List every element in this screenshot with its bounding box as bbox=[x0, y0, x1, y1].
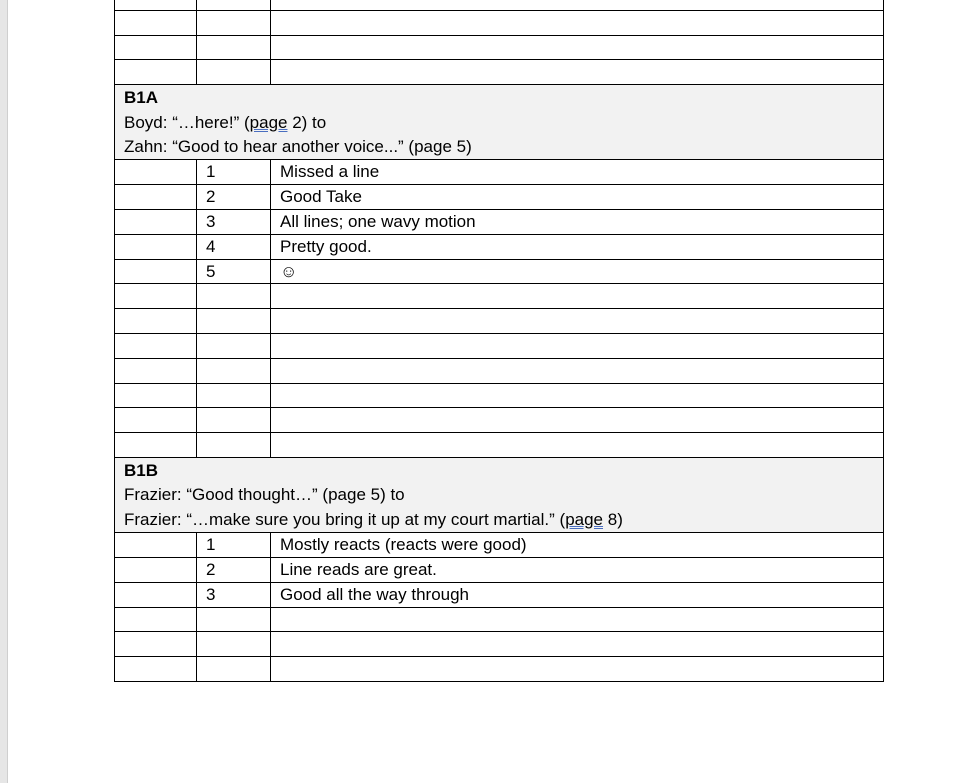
table-cell[interactable] bbox=[115, 259, 197, 284]
table-cell[interactable] bbox=[115, 433, 197, 458]
table-cell[interactable] bbox=[115, 557, 197, 582]
take-row bbox=[115, 533, 884, 558]
scene-start-line bbox=[124, 111, 874, 135]
table-cell[interactable] bbox=[271, 408, 884, 433]
spellcheck-word: page bbox=[249, 112, 288, 132]
table-cell[interactable] bbox=[115, 607, 197, 632]
section-header-row bbox=[115, 85, 884, 160]
takes-table bbox=[114, 0, 884, 682]
take-number[interactable]: 2 bbox=[197, 185, 271, 210]
take-number[interactable]: 3 bbox=[197, 210, 271, 235]
table-cell[interactable] bbox=[115, 582, 197, 607]
take-note[interactable]: Pretty good. bbox=[271, 234, 884, 259]
document-page bbox=[114, 0, 884, 682]
spellcheck-word: page bbox=[565, 509, 604, 529]
section-header-b1b[interactable] bbox=[115, 457, 884, 532]
scene-start-text: Boyd: “…here!” ( bbox=[124, 112, 250, 132]
table-cell[interactable] bbox=[197, 358, 271, 383]
table-row bbox=[115, 657, 884, 682]
table-cell[interactable] bbox=[197, 657, 271, 682]
table-row bbox=[115, 333, 884, 358]
table-cell[interactable] bbox=[197, 60, 271, 85]
table-row bbox=[115, 309, 884, 334]
take-row bbox=[115, 210, 884, 235]
section-title: B1A bbox=[124, 88, 159, 108]
table-row bbox=[115, 607, 884, 632]
take-note[interactable]: Line reads are great. bbox=[271, 557, 884, 582]
take-note[interactable]: Missed a line bbox=[271, 160, 884, 185]
table-cell[interactable] bbox=[115, 533, 197, 558]
table-cell[interactable] bbox=[271, 284, 884, 309]
table-cell[interactable] bbox=[197, 433, 271, 458]
table-cell[interactable] bbox=[197, 10, 271, 35]
table-cell[interactable] bbox=[271, 657, 884, 682]
table-cell[interactable] bbox=[271, 60, 884, 85]
table-cell[interactable] bbox=[271, 309, 884, 334]
table-cell[interactable] bbox=[115, 60, 197, 85]
table-cell[interactable] bbox=[115, 35, 197, 60]
table-cell[interactable] bbox=[115, 234, 197, 259]
table-cell[interactable] bbox=[115, 358, 197, 383]
table-row bbox=[115, 284, 884, 309]
take-number[interactable]: 3 bbox=[197, 582, 271, 607]
table-row bbox=[115, 408, 884, 433]
scene-end-text: Frazier: “…make sure you bring it up at my court martial.” ( bbox=[124, 509, 566, 529]
table-cell[interactable] bbox=[197, 607, 271, 632]
window-left-edge bbox=[0, 0, 8, 783]
take-note[interactable]: Good Take bbox=[271, 185, 884, 210]
table-cell[interactable] bbox=[115, 0, 197, 10]
table-cell[interactable] bbox=[271, 35, 884, 60]
table-row bbox=[115, 0, 884, 10]
table-cell[interactable] bbox=[271, 333, 884, 358]
take-number[interactable]: 5 bbox=[197, 259, 271, 284]
table-row bbox=[115, 358, 884, 383]
table-cell[interactable] bbox=[271, 632, 884, 657]
section-header-b1a[interactable] bbox=[115, 85, 884, 160]
take-row bbox=[115, 582, 884, 607]
table-cell[interactable] bbox=[197, 0, 271, 10]
table-cell[interactable] bbox=[271, 0, 884, 10]
table-cell[interactable] bbox=[115, 333, 197, 358]
take-note[interactable]: All lines; one wavy motion bbox=[271, 210, 884, 235]
table-cell[interactable] bbox=[197, 35, 271, 60]
table-cell[interactable] bbox=[197, 333, 271, 358]
scene-start-line: Frazier: “Good thought…” (page 5) to bbox=[124, 485, 405, 505]
take-note[interactable]: Mostly reacts (reacts were good) bbox=[271, 533, 884, 558]
scene-end-suffix: 8) bbox=[603, 509, 623, 529]
table-cell[interactable] bbox=[197, 632, 271, 657]
section-title: B1B bbox=[124, 460, 159, 480]
table-cell[interactable] bbox=[197, 284, 271, 309]
table-cell[interactable] bbox=[115, 657, 197, 682]
table-cell[interactable] bbox=[197, 408, 271, 433]
table-cell[interactable] bbox=[271, 10, 884, 35]
table-cell[interactable] bbox=[197, 383, 271, 408]
table-row bbox=[115, 10, 884, 35]
table-cell[interactable] bbox=[271, 383, 884, 408]
take-note[interactable] bbox=[271, 259, 884, 284]
scene-end-line: Zahn: “Good to hear another voice...” (page 5) bbox=[124, 137, 472, 156]
table-cell[interactable] bbox=[115, 383, 197, 408]
take-row bbox=[115, 259, 884, 284]
table-cell[interactable] bbox=[115, 632, 197, 657]
table-cell[interactable] bbox=[271, 433, 884, 458]
table-cell[interactable] bbox=[271, 607, 884, 632]
scene-start-suffix: 2) to bbox=[287, 112, 327, 132]
take-number[interactable]: 1 bbox=[197, 533, 271, 558]
table-row bbox=[115, 632, 884, 657]
table-cell[interactable] bbox=[115, 185, 197, 210]
table-row bbox=[115, 35, 884, 60]
table-cell[interactable] bbox=[115, 160, 197, 185]
table-cell[interactable] bbox=[197, 309, 271, 334]
scene-end-line bbox=[124, 508, 874, 532]
take-row bbox=[115, 557, 884, 582]
table-row bbox=[115, 383, 884, 408]
table-cell[interactable] bbox=[115, 284, 197, 309]
section-header-row bbox=[115, 457, 884, 532]
table-row bbox=[115, 433, 884, 458]
take-row bbox=[115, 234, 884, 259]
take-note[interactable]: Good all the way through bbox=[271, 582, 884, 607]
table-cell[interactable] bbox=[115, 210, 197, 235]
take-row bbox=[115, 185, 884, 210]
take-number[interactable]: 2 bbox=[197, 557, 271, 582]
take-number[interactable]: 1 bbox=[197, 160, 271, 185]
table-row bbox=[115, 60, 884, 85]
take-row bbox=[115, 160, 884, 185]
table-cell[interactable] bbox=[115, 10, 197, 35]
smiley-icon: ☺ bbox=[280, 261, 298, 281]
take-number[interactable]: 4 bbox=[197, 234, 271, 259]
table-cell[interactable] bbox=[271, 358, 884, 383]
table-cell[interactable] bbox=[115, 408, 197, 433]
table-cell[interactable] bbox=[115, 309, 197, 334]
